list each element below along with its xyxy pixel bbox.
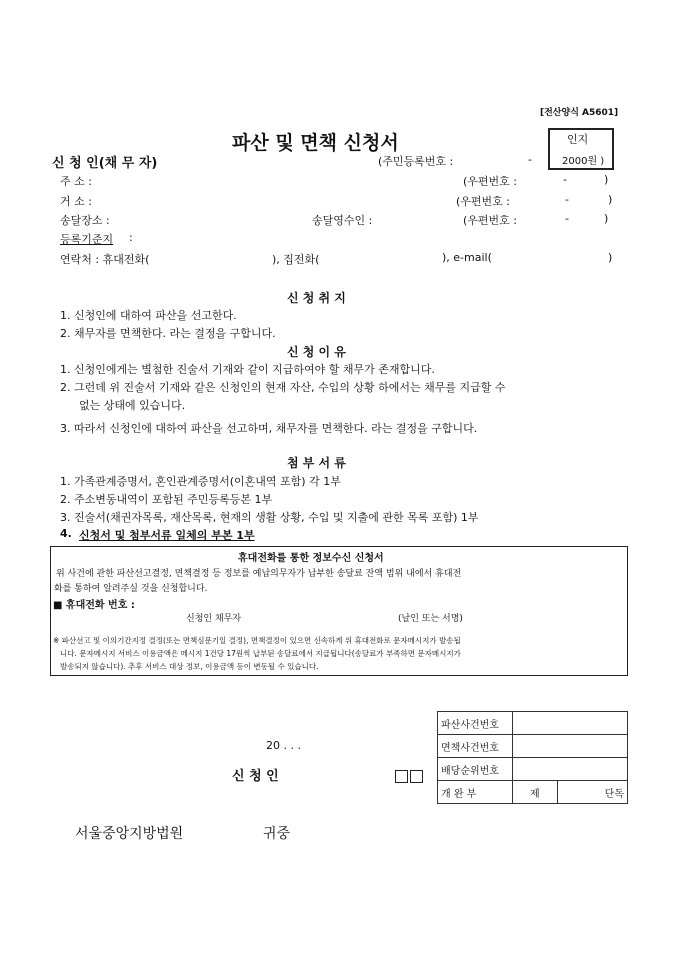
attachment-item-2: 2. 주소변동내역이 포함된 주민등록등본 1부 (60, 493, 273, 506)
mobile-number-label[interactable]: ■ 휴대전화 번호 : (53, 600, 135, 611)
notice-note-1: ※ 파산선고 및 이의기간지정 결정(또는 면책심문기일 결정), 면책결정이 있으면 신속하게 위 휴대전화로 문자메시지가 발송됩 (53, 636, 461, 645)
notice-note-3: 발송되지 않습니다). 추후 서비스 대상 정보, 이용금액 등이 변동될 수 있습니다. (60, 662, 319, 671)
court-name: 서울중앙지방법원 (75, 826, 184, 842)
reason-item-1: 1. 신청인에게는 별첨한 진술서 기재와 같이 지급하여야 할 채무가 존재합니다. (60, 363, 435, 376)
case-label-court-section: 개 완 부 (438, 781, 513, 804)
registry-colon: : (129, 231, 133, 244)
purpose-item-2: 2. 채무자를 면책한다. 라는 결정을 구합니다. (60, 327, 276, 340)
reason-item-2-cont: 없는 상태에 있습니다. (79, 399, 186, 412)
notice-body-1: 위 사건에 관한 파산선고결정, 면책결정 등 정보를 예납의무자가 납부한 송달료 잔액 범위 내에서 휴대전 (56, 569, 462, 579)
case-number-table (437, 711, 628, 804)
date-line[interactable]: 20 . . . (266, 739, 301, 752)
attachment-item-4-num: 4. (60, 527, 72, 540)
resident-no-dash: - (528, 153, 532, 166)
applicant-sign-label: 신 청 인 (232, 769, 279, 784)
address-label: 주 소 : (60, 175, 92, 188)
postal-close-1: ) (604, 173, 609, 186)
signature-box[interactable] (410, 770, 423, 783)
page-title: 파산 및 면책 신청서 (232, 132, 399, 154)
notice-title: 휴대전화를 통한 정보수신 신청서 (238, 553, 384, 564)
postal-label-1: (우편번호 : (463, 175, 517, 188)
postal-dash-3: - (565, 212, 569, 225)
postal-dash-1: - (563, 173, 567, 186)
contact-email-label: ), e-mail( (442, 251, 492, 264)
delivery-place-label: 송달장소 : (60, 214, 110, 227)
signature-box[interactable] (395, 770, 408, 783)
notice-sign-applicant: 신청인 채무자 (186, 614, 242, 624)
residence-label: 거 소 : (60, 195, 92, 208)
attachment-item-1: 1. 가족관계증명서, 혼인관계증명서(이혼내역 포함) 각 1부 (60, 475, 341, 488)
purpose-item-1: 1. 신청인에 대하여 파산을 선고한다. (60, 309, 237, 322)
reason-item-2: 2. 그런데 위 진술서 기재와 같은 신청인의 현재 자산, 수입의 상황 하에서는 채무를 지급할 수 (60, 381, 506, 394)
contact-mobile-label: 연락처 : 휴대전화( (60, 253, 150, 266)
purpose-heading: 신 청 취 지 (287, 291, 346, 305)
stamp-amount: 2000원 ) (562, 156, 605, 167)
signature-boxes[interactable] (393, 766, 423, 785)
notice-body-2: 화를 통하여 알려주실 것을 신청합니다. (54, 584, 208, 594)
contact-home-label: ), 집전화( (272, 253, 320, 266)
resident-no-label: (주민등록번호 : (378, 155, 454, 168)
reason-heading: 신 청 이 유 (287, 345, 346, 359)
postal-label-3: (우편번호 : (463, 214, 517, 227)
applicant-label: 신 청 인(채 무 자) (52, 156, 158, 171)
contact-close: ) (608, 251, 613, 264)
notice-note-2: 니다. 문자메시지 서비스 이용금액은 메시지 1건당 17원씩 납부된 송달료에서 지급됩니다(송달료가 부족하면 문자메시지가 (60, 649, 461, 658)
postal-label-2: (우편번호 : (456, 195, 510, 208)
case-value-bankruptcy[interactable] (513, 712, 628, 735)
case-section-prefix: 제 (513, 781, 558, 804)
case-label-bankruptcy: 파산사건번호 (438, 712, 513, 735)
case-label-dividend: 배당순위번호 (438, 758, 513, 781)
notice-sign-stamp: (날인 또는 서명) (398, 614, 463, 624)
case-value-dividend[interactable] (513, 758, 628, 781)
postal-close-2: ) (608, 193, 613, 206)
attachments-heading: 첨 부 서 류 (287, 456, 346, 470)
reason-item-3: 3. 따라서 신청인에 대하여 파산을 선고하며, 채무자를 면책한다. 라는 결정을 구합니다. (60, 422, 478, 435)
attachment-item-3: 3. 진술서(채권자목록, 재산목록, 현재의 생활 상황, 수입 및 지출에 관한 목록 포함) 1부 (60, 511, 479, 524)
case-label-discharge: 면책사건번호 (438, 735, 513, 758)
form-code: [전산양식 A5601] (540, 108, 619, 118)
registry-label: 등록기준지 (60, 233, 114, 246)
attachment-item-4: 신청서 및 첨부서류 일체의 부본 1부 (79, 529, 255, 542)
postal-close-3: ) (604, 212, 609, 225)
postal-dash-2: - (565, 193, 569, 206)
case-section-suffix: 단독 (557, 781, 627, 804)
case-value-discharge[interactable] (513, 735, 628, 758)
court-suffix: 귀중 (263, 826, 291, 842)
stamp-label: 인지 (567, 133, 589, 146)
delivery-recipient-label: 송달영수인 : (312, 214, 373, 227)
